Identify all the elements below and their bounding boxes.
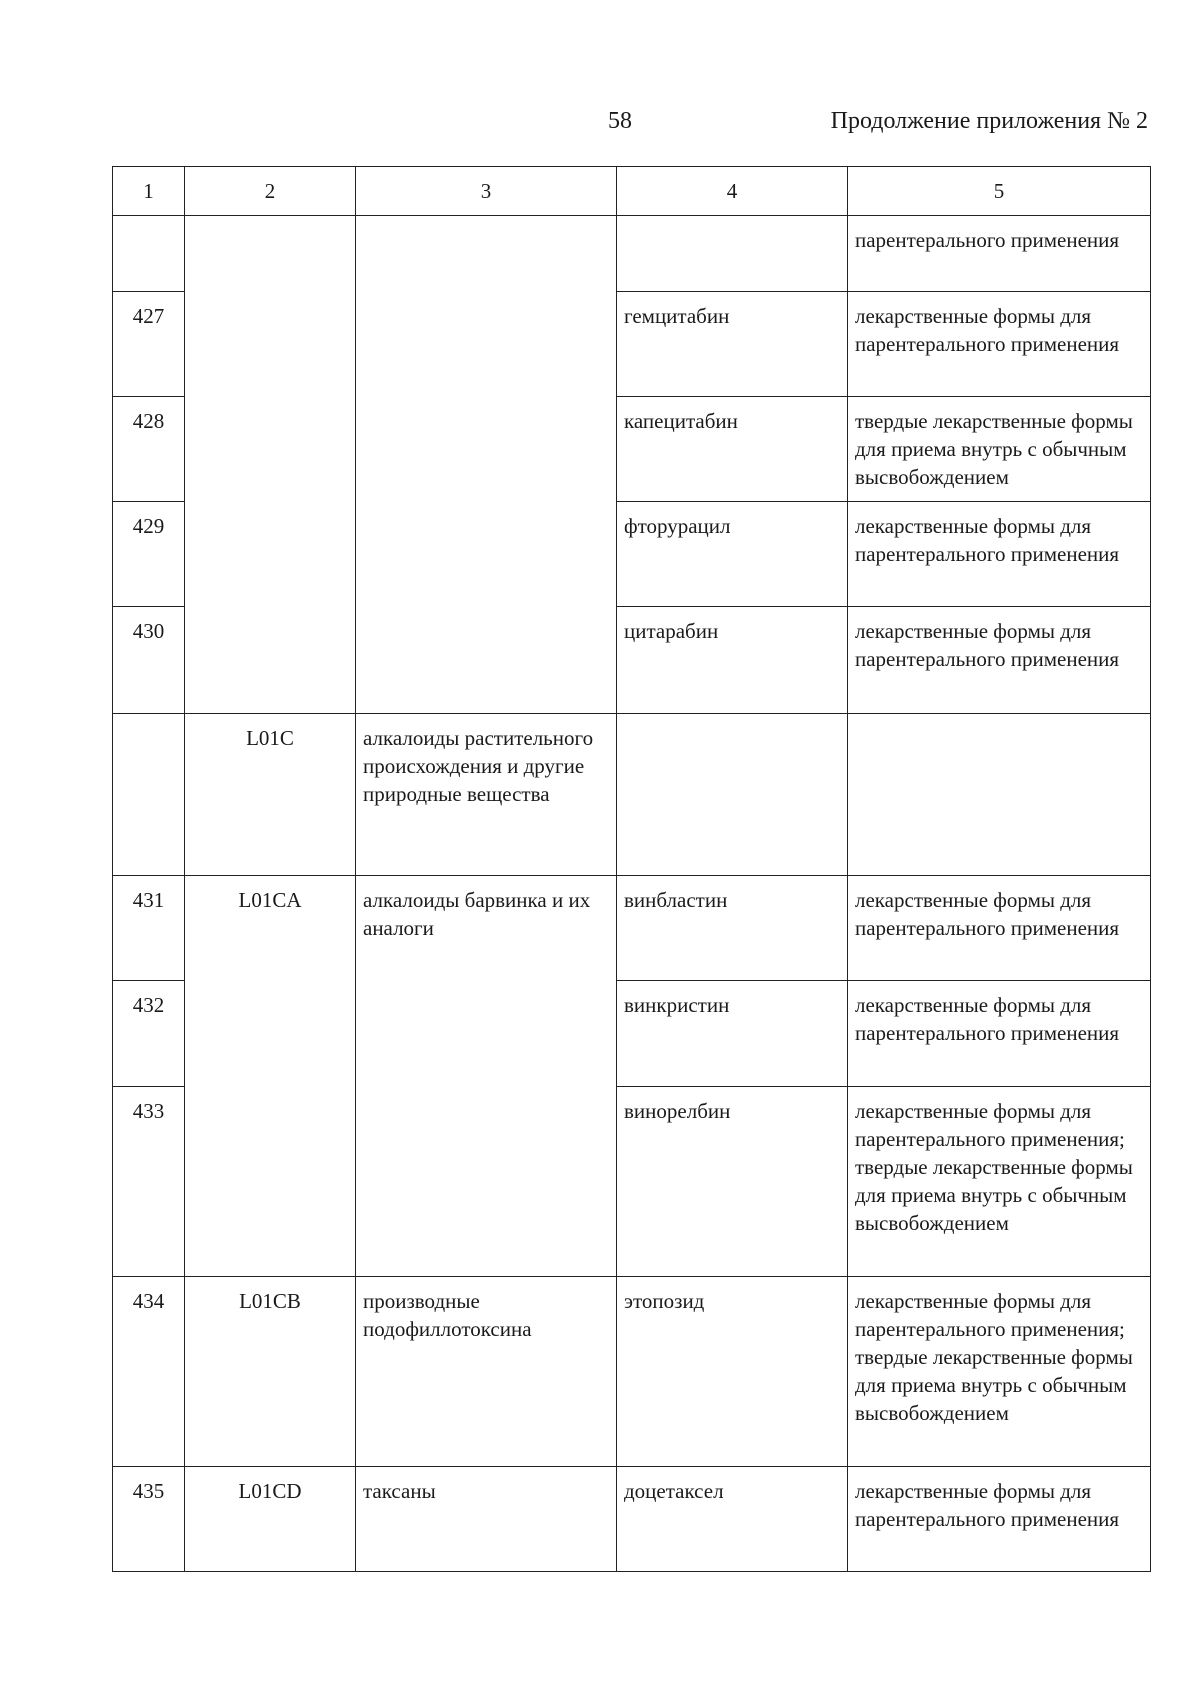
column-header: 3 (356, 167, 617, 216)
atc-code-cell: L01CA (185, 876, 356, 1277)
page-number: 58 (608, 108, 632, 134)
dosage-form: лекарственные формы для парентерального применения (848, 607, 1151, 714)
table-header-row (113, 167, 1151, 216)
group-cell: алкалоиды барвинка и их аналоги (356, 876, 617, 1277)
dosage-form-line: лекарственные формы для парентерального применения; (855, 1289, 1125, 1341)
group-cell: таксаны (356, 1467, 617, 1572)
row-number: 428 (113, 397, 185, 502)
drug-name: гемцитабин (617, 292, 848, 397)
row-number: 433 (113, 1087, 185, 1277)
row-number: 435 (113, 1467, 185, 1572)
drug-name: доцетаксел (617, 1467, 848, 1572)
drug-table (112, 166, 1151, 1572)
dosage-form-line: твердые лекарственные формы для приема внутрь с обычным высвобождением (855, 1155, 1133, 1235)
row-number: 432 (113, 981, 185, 1087)
row-number (113, 216, 185, 292)
column-header: 5 (848, 167, 1151, 216)
column-header: 4 (617, 167, 848, 216)
group-cell (356, 216, 617, 714)
dosage-form (848, 1277, 1151, 1467)
table-row (113, 216, 1151, 292)
table-row (113, 714, 1151, 876)
table-row (113, 1467, 1151, 1572)
atc-code-cell (185, 216, 356, 714)
row-number: 429 (113, 502, 185, 607)
atc-code-cell: L01C (185, 714, 356, 876)
dosage-form: парентерального применения (848, 216, 1151, 292)
dosage-form: лекарственные формы для парентерального применения (848, 502, 1151, 607)
drug-name: винбластин (617, 876, 848, 981)
table-row (113, 1277, 1151, 1467)
dosage-form (848, 1087, 1151, 1277)
atc-code-cell: L01CD (185, 1467, 356, 1572)
column-header: 1 (113, 167, 185, 216)
group-cell: алкалоиды растительного происхождения и другие природные вещества (356, 714, 617, 876)
row-number: 430 (113, 607, 185, 714)
table-row (113, 876, 1151, 981)
dosage-form-line: твердые лекарственные формы для приема внутрь с обычным высвобождением (855, 1345, 1133, 1425)
row-number: 434 (113, 1277, 185, 1467)
column-header: 2 (185, 167, 356, 216)
drug-name: этопозид (617, 1277, 848, 1467)
drug-name: цитарабин (617, 607, 848, 714)
dosage-form-line: лекарственные формы для парентерального применения; (855, 1099, 1125, 1151)
dosage-form: твердые лекарственные формы для приема внутрь с обычным высвобождением (848, 397, 1151, 502)
dosage-form (848, 714, 1151, 876)
continuation-title: Продолжение приложения № 2 (830, 108, 1148, 134)
group-cell: производные подофиллотоксина (356, 1277, 617, 1467)
atc-code-cell: L01CB (185, 1277, 356, 1467)
drug-name: винкристин (617, 981, 848, 1087)
dosage-form: лекарственные формы для парентерального применения (848, 1467, 1151, 1572)
row-number: 431 (113, 876, 185, 981)
drug-name (617, 216, 848, 292)
dosage-form: лекарственные формы для парентерального применения (848, 292, 1151, 397)
drug-name: винорелбин (617, 1087, 848, 1277)
dosage-form: лекарственные формы для парентерального применения (848, 876, 1151, 981)
drug-name: фторурацил (617, 502, 848, 607)
drug-name (617, 714, 848, 876)
row-number: 427 (113, 292, 185, 397)
drug-name: капецитабин (617, 397, 848, 502)
row-number (113, 714, 185, 876)
dosage-form: лекарственные формы для парентерального применения (848, 981, 1151, 1087)
